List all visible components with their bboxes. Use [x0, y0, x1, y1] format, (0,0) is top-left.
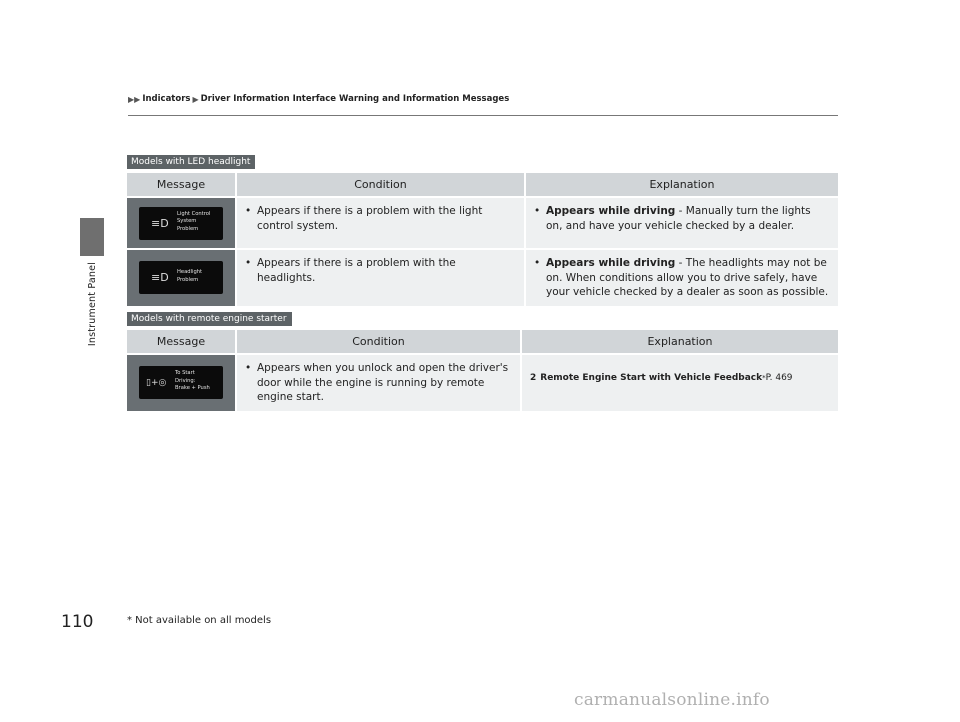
headlight-warning-icon: ≡D [151, 271, 169, 285]
cross-reference-link[interactable] [530, 361, 830, 386]
explanation-text: - The headlights may not be on. When conditions allow you to drive safely, have your vehicle checked by a dealer as soon as possible. [546, 257, 829, 298]
footnote: * Not available on all models [127, 615, 272, 626]
condition-cell [237, 353, 522, 411]
table-row [127, 353, 838, 411]
message-image-cell [127, 248, 237, 306]
explanation-text: - Manually turn the lights on, and have your vehicle checked by a dealer. [546, 205, 811, 232]
breadcrumb-item[interactable]: Driver Information Interface Warning and Information Messages [200, 94, 510, 104]
explanation-lead: Appears while driving [546, 205, 676, 217]
explanation-cell [526, 248, 838, 306]
model-tag-led: Models with LED headlight [127, 155, 255, 169]
brake-push-icon: ▯+◎ [146, 378, 167, 389]
display-screen [139, 261, 223, 294]
column-header-message: Message [127, 330, 237, 353]
table-row [127, 196, 838, 248]
explanation-cell [522, 353, 838, 411]
bullet-icon: • [534, 257, 541, 269]
message-image-cell [127, 196, 237, 248]
column-header-condition: Condition [237, 330, 522, 353]
explanation-lead: Appears while driving [546, 257, 676, 269]
chapter-label: Instrument Panel [87, 262, 98, 347]
model-tag-remote: Models with remote engine starter [127, 312, 292, 326]
condition-text: Appears if there is a problem with the light control system. [257, 205, 483, 232]
breadcrumb-arrow-icon: ▶▶ [128, 94, 141, 104]
bullet-icon: • [245, 205, 252, 217]
xref-star: * [762, 374, 766, 382]
condition-cell [237, 196, 526, 248]
header-rule [128, 115, 838, 116]
breadcrumb [128, 94, 509, 104]
screen-message: To Start Driving: Brake + Push [175, 370, 210, 392]
message-image-cell [127, 353, 237, 411]
explanation-cell [526, 196, 838, 248]
condition-cell [237, 248, 526, 306]
column-header-explanation: Explanation [522, 330, 838, 353]
headlight-warning-icon: ≡D [151, 216, 169, 230]
breadcrumb-arrow-icon: ▶ [192, 94, 199, 104]
display-screen [139, 366, 223, 399]
xref-title: Remote Engine Start with Vehicle Feedback [540, 373, 763, 383]
display-screen [139, 207, 223, 240]
column-header-message: Message [127, 173, 237, 196]
page-number: 110 [61, 612, 94, 632]
condition-text: Appears if there is a problem with the headlights. [257, 257, 456, 284]
bullet-icon: • [245, 257, 252, 269]
xref-page: P. 469 [765, 373, 793, 383]
watermark: carmanualsonline.info [574, 690, 770, 710]
bullet-icon: • [245, 362, 252, 374]
table-row [127, 248, 838, 306]
column-header-condition: Condition [237, 173, 526, 196]
breadcrumb-item[interactable]: Indicators [142, 94, 191, 104]
bullet-icon: • [534, 205, 541, 217]
led-messages-table [127, 173, 838, 306]
condition-text: Appears when you unlock and open the driver's door while the engine is running by remote engine start. [257, 362, 509, 403]
screen-message: Headlight Problem [177, 269, 203, 283]
column-header-explanation: Explanation [526, 173, 838, 196]
remote-messages-table [127, 330, 838, 411]
screen-message: Light Control System Problem [177, 210, 211, 232]
xref-arrow-icon: 2 [530, 373, 537, 383]
chapter-tab [80, 218, 104, 256]
